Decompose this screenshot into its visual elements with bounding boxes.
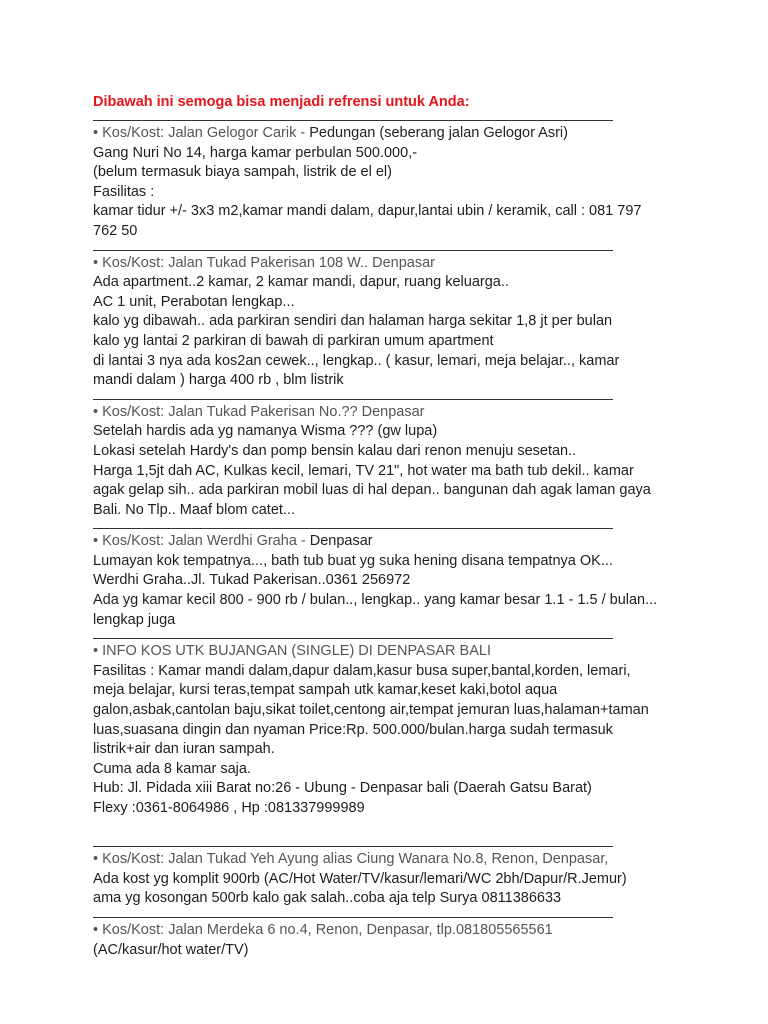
listing-entry — [93, 921, 693, 960]
listing-line: listrik+air dan iuran sampah. — [93, 741, 275, 758]
listing-line: kalo yg lantai 2 parkiran di bawah di parkiran umum apartment — [93, 332, 494, 349]
separator-line — [93, 917, 613, 918]
listing-line: Fasilitas : — [93, 183, 155, 200]
listing-line: Hub: Jl. Pidada xiii Barat no:26 - Ubung - Denpasar bali (Daerah Gatsu Barat) — [93, 780, 592, 797]
listing-title-text: • INFO KOS UTK BUJANGAN (SINGLE) DI DENPASAR BALI — [93, 643, 491, 660]
listing-line: Ada kost yg komplit 900rb (AC/Hot Water/TV/kasur/lemari/WC 2bh/Dapur/R.Jemur) — [93, 870, 627, 887]
listing-title-text: • Kos/Kost: Jalan Merdeka 6 no.4, Renon, Denpasar, tlp.081805565561 — [93, 921, 553, 938]
listing-line: AC 1 unit, Perabotan lengkap... — [93, 293, 295, 310]
listing-title-rest: Denpasar — [309, 533, 373, 550]
listing-line: Lokasi setelah Hardy's dan pomp bensin kalau dari renon menuju sesetan.. — [93, 442, 577, 459]
listing-line: Gang Nuri No 14, harga kamar perbulan 500.000,- — [93, 144, 418, 161]
separator-line — [93, 846, 613, 847]
listing-line: lengkap juga — [93, 611, 176, 628]
listing-line: Lumayan kok tempatnya..., bath tub buat yg suka hening disana tempatnya OK... — [93, 552, 613, 569]
listing-title-text: • Kos/Kost: Jalan Tukad Yeh Ayung alias Ciung Wanara No.8, Renon, Denpasar, — [93, 851, 609, 868]
listing-line: kamar tidur +/- 3x3 m2,kamar mandi dalam, dapur,lantai ubin / keramik, call : 081 797 — [93, 203, 642, 220]
listing-line: ama yg kosongan 500rb kalo gak salah..coba aja telp Surya 0811386633 — [93, 890, 562, 907]
listing-title — [93, 642, 693, 662]
listing-entry — [93, 532, 693, 630]
listing-line: luas,suasana dingin dan nyaman Price:Rp. 500.000/bulan.harga sudah termasuk — [93, 721, 613, 738]
listing-title — [93, 254, 693, 274]
listing-line: Ada yg kamar kecil 800 - 900 rb / bulan.., lengkap.. yang kamar besar 1.1 - 1.5 / bulan... — [93, 592, 658, 609]
separator-line — [93, 638, 613, 639]
separator-line — [93, 528, 613, 529]
listing-title-text: • Kos/Kost: Jalan Tukad Pakerisan 108 W.. Denpasar — [93, 254, 435, 271]
listing-entry — [93, 254, 693, 391]
listing-title — [93, 403, 693, 423]
listing-line: Werdhi Graha..Jl. Tukad Pakerisan..0361 256972 — [93, 572, 411, 589]
listing-line: (belum termasuk biaya sampah, listrik de el el) — [93, 164, 392, 181]
separator-line — [93, 120, 613, 121]
listing-title-text: • Kos/Kost: Jalan Tukad Pakerisan No.?? Denpasar — [93, 403, 425, 420]
listing-title-rest: Pedungan (seberang jalan Gelogor Asri) — [309, 125, 568, 141]
entries-list — [93, 120, 693, 960]
listing-line: meja belajar, kursi teras,tempat sampah utk kamar,keset kaki,botol aqua — [93, 682, 558, 699]
listing-entry — [93, 403, 693, 521]
heading: Dibawah ini semoga bisa menjadi refrensi untuk Anda: — [93, 94, 470, 110]
listing-line: Flexy :0361-8064986 , Hp :081337999989 — [93, 800, 365, 816]
listing-entry — [93, 642, 693, 838]
listing-title — [93, 850, 693, 870]
listing-title — [93, 124, 693, 144]
listing-line: Fasilitas : Kamar mandi dalam,dapur dalam,kasur busa super,bantal,korden, lemari, — [93, 662, 631, 679]
listing-line: (AC/kasur/hot water/TV) — [93, 941, 249, 958]
listing-line: Harga 1,5jt dah AC, Kulkas kecil, lemari, TV 21", hot water ma bath tub dekil.. kamar — [93, 462, 634, 479]
listing-title-text: • Kos/Kost: Jalan Gelogor Carik - — [93, 125, 310, 141]
listing-entry — [93, 124, 693, 242]
listing-title — [93, 532, 693, 552]
document-body — [93, 92, 693, 960]
listing-line — [93, 819, 693, 839]
listing-line: Cuma ada 8 kamar saja. — [93, 760, 251, 777]
listing-line: 762 50 — [93, 222, 138, 239]
listing-line: mandi dalam ) harga 400 rb , blm listrik — [93, 372, 344, 389]
listing-line: galon,asbak,cantolan baju,sikat toilet,centong air,tempat jemuran luas,halaman+taman — [93, 702, 649, 719]
listing-line: kalo yg dibawah.. ada parkiran sendiri dan halaman harga sekitar 1,8 jt per bulan — [93, 313, 613, 330]
separator-line — [93, 399, 613, 400]
listing-title — [93, 921, 693, 941]
listing-entry — [93, 850, 693, 909]
listing-line: agak gelap sih.. ada parkiran mobil luas di hal depan.. bangunan dah agak laman gaya — [93, 482, 651, 499]
listing-line: di lantai 3 nya ada kos2an cewek.., lengkap.. ( kasur, lemari, meja belajar.., kamar — [93, 352, 620, 369]
listing-line: Setelah hardis ada yg namanya Wisma ??? (gw lupa) — [93, 423, 438, 440]
listing-line: Bali. No Tlp.. Maaf blom catet... — [93, 501, 296, 518]
separator-line — [93, 250, 613, 251]
listing-line: Ada apartment..2 kamar, 2 kamar mandi, dapur, ruang keluarga.. — [93, 274, 509, 291]
listing-title-text: • Kos/Kost: Jalan Werdhi Graha - — [93, 533, 310, 550]
